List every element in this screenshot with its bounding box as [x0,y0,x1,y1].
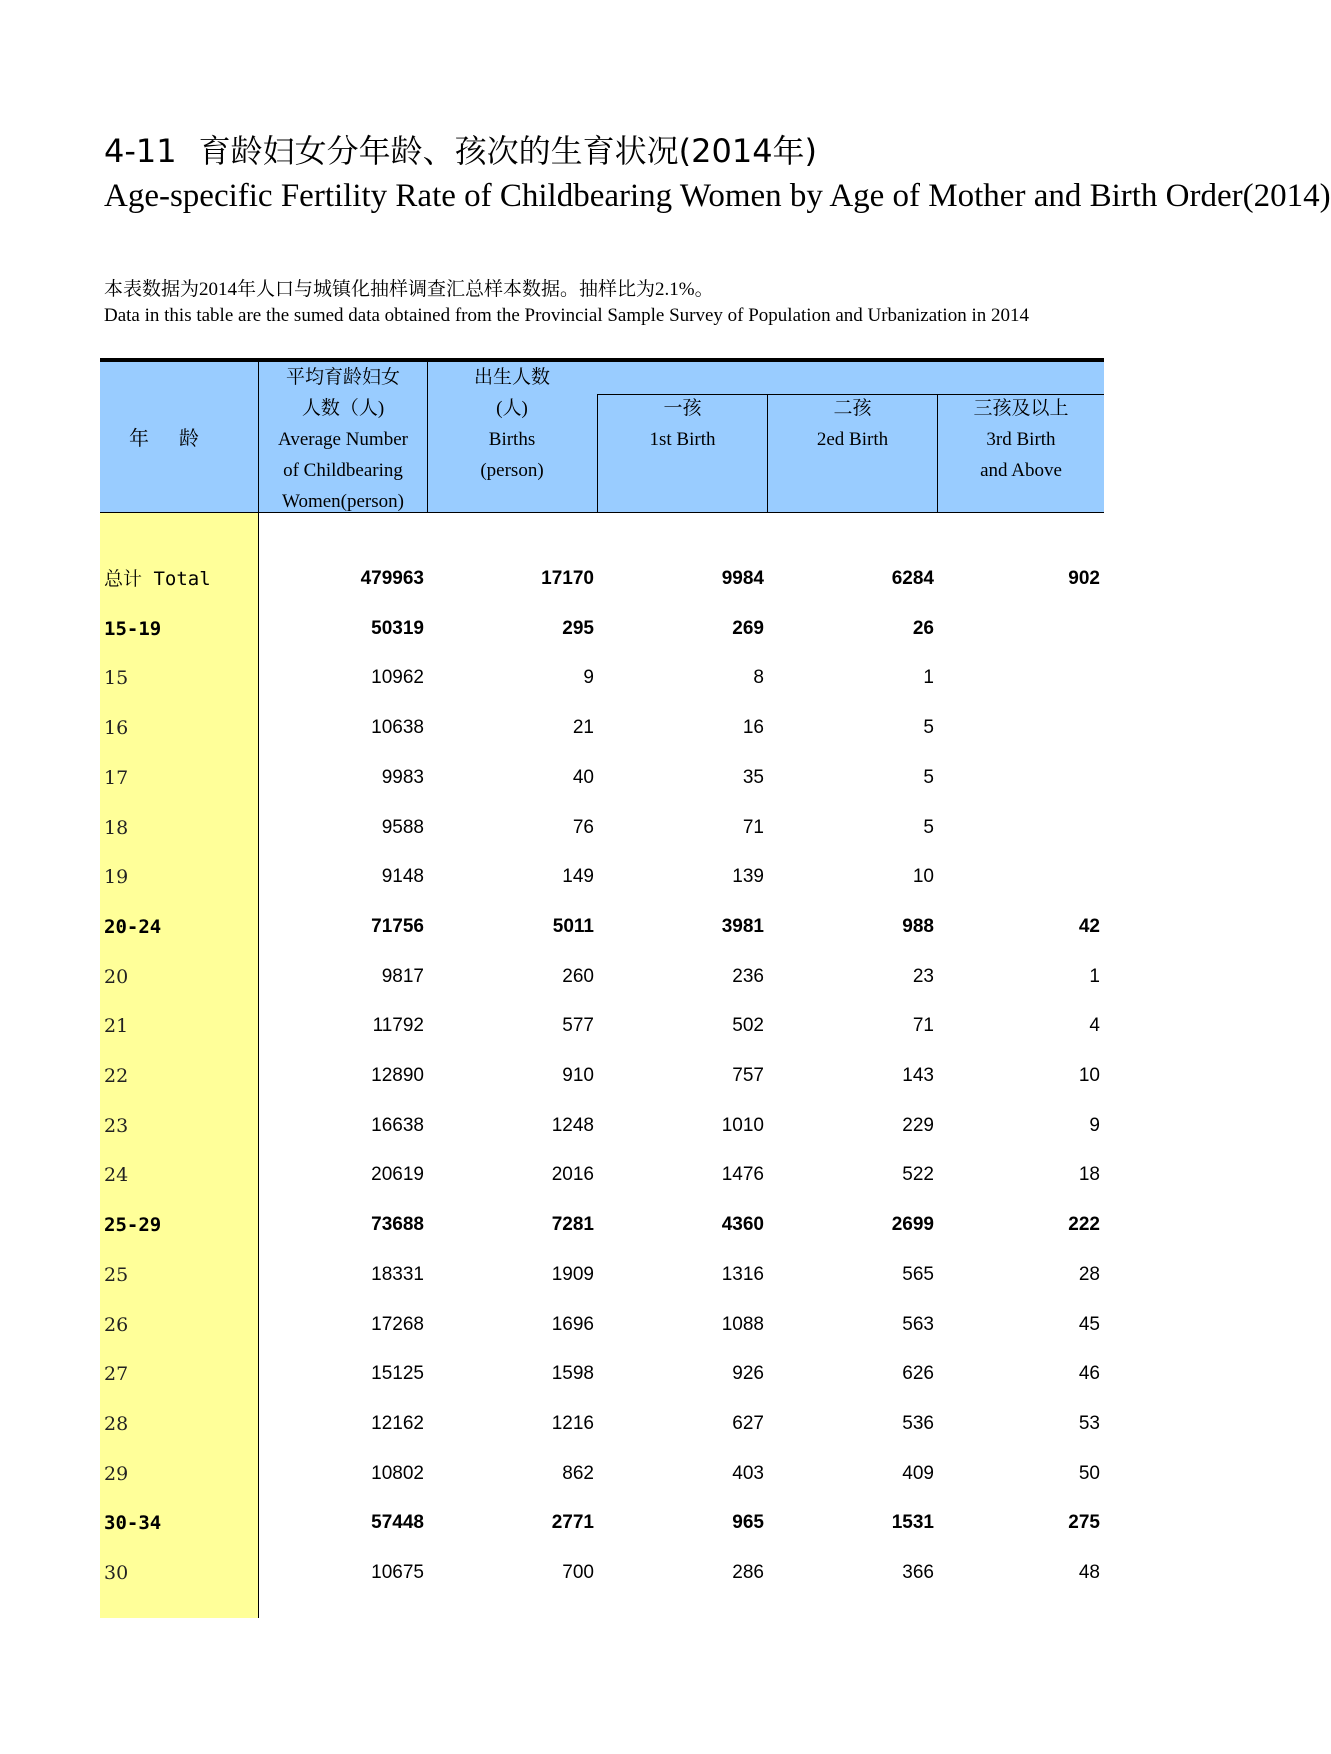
row-age-label: 22 [104,1065,129,1087]
page-title-cn [104,126,817,172]
cell-births: 1909 [551,1263,594,1285]
cell-second: 565 [902,1263,934,1285]
row-age-label: 29 [104,1462,129,1485]
header-second-line: 2ed Birth [816,429,889,450]
cell-second: 229 [902,1114,934,1136]
row-age-label: 20 [104,965,129,988]
header-births-group [428,362,1104,512]
cell-second: 2699 [891,1214,934,1236]
cell-first: 9984 [721,568,764,589]
cell-second: 26 [912,617,934,639]
cell-second: 536 [902,1412,934,1434]
cell-women: 50319 [371,617,424,639]
cell-second: 6284 [891,568,934,589]
table-row [100,554,1104,604]
cell-second: 563 [902,1313,934,1335]
table-row [100,1250,1104,1300]
cell-first: 502 [732,1015,764,1037]
cell-second: 71 [912,1015,934,1037]
table-row [100,703,1104,753]
cell-third: 50 [1078,1462,1100,1484]
cell-births: 17170 [541,568,594,589]
cell-first: 35 [742,766,764,788]
row-age-label: 26 [104,1313,129,1336]
cell-second: 366 [902,1562,934,1583]
cell-first: 1316 [721,1263,764,1285]
cell-women: 10675 [371,1562,424,1583]
cell-women: 12162 [371,1412,424,1434]
row-age-label: 总计 Total [104,568,211,590]
cell-second: 23 [912,965,934,987]
cell-first: 139 [732,866,764,888]
table-row [100,604,1104,654]
header-third-line: 三孩及以上 [973,398,1069,419]
row-age-label: 21 [104,1015,129,1038]
cell-births: 910 [562,1065,594,1086]
header-second-birth [768,393,937,455]
row-age-label: 28 [104,1412,129,1435]
cell-second: 5 [923,816,934,838]
row-age-label: 30-34 [104,1512,162,1535]
cell-third: 4 [1089,1015,1100,1037]
cell-births: 76 [572,816,594,838]
header-first-line: 1st Birth [649,429,716,450]
cell-second: 5 [923,766,934,788]
table-row [100,1200,1104,1250]
table-row [100,902,1104,952]
cell-births: 1696 [551,1313,594,1335]
cell-women: 9148 [381,866,424,888]
row-age-label: 20-24 [104,915,162,938]
cell-third: 48 [1078,1562,1100,1583]
cell-first: 627 [732,1412,764,1434]
cell-first: 1476 [721,1164,764,1186]
cell-births: 260 [562,965,594,987]
row-age-label: 19 [104,866,129,889]
header-women-lines [259,362,427,517]
header-women [259,362,428,512]
cell-births: 149 [562,866,594,888]
cell-second: 1531 [891,1512,934,1534]
row-age-label: 17 [104,766,129,789]
cell-women: 71756 [371,915,424,937]
cell-third: 42 [1078,915,1100,937]
cell-women: 57448 [371,1512,424,1534]
header-births-line: Births [488,429,536,450]
cell-births: 862 [562,1462,594,1484]
header-third-line: and Above [980,460,1062,481]
cell-women: 73688 [371,1214,424,1236]
header-births-line: (person) [480,460,544,481]
cell-women: 18331 [371,1263,424,1285]
header-births-line: 出生人数 [473,367,550,388]
table-row [100,852,1104,902]
table-row [100,1051,1104,1101]
cell-women: 9817 [381,965,424,987]
cell-third: 902 [1068,568,1100,589]
cell-third: 28 [1078,1263,1100,1285]
table-row [100,1449,1104,1499]
fertility-table [100,358,1104,1618]
table-row [100,1548,1104,1598]
cell-first: 403 [732,1462,764,1484]
table-row [100,1150,1104,1200]
cell-women: 20619 [371,1164,424,1186]
header-women-line: 平均育龄妇女 [285,367,400,388]
row-age-label: 15-19 [104,617,162,640]
header-first-line: 一孩 [663,398,702,419]
note-en: Data in this table are the sumed data obtained from the Provincial Sample Survey of Population and Urbanization in 2014 [104,305,1029,326]
cell-second: 5 [923,717,934,739]
cell-first: 1010 [721,1114,764,1136]
table-row [100,1349,1104,1399]
cell-births: 21 [572,717,594,739]
note-cn: 本表数据为2014年人口与城镇化抽样调查汇总样本数据。抽样比为2.1%。 [104,279,714,300]
cell-women: 9588 [381,816,424,838]
table-row [100,952,1104,1002]
header-age [100,362,259,512]
cell-third: 1 [1089,965,1100,987]
cell-births: 700 [562,1562,594,1583]
cell-births: 295 [562,617,594,639]
cell-third: 275 [1068,1512,1100,1534]
header-women-line: of Childbearing [283,460,403,481]
cell-first: 236 [732,965,764,987]
cell-second: 409 [902,1462,934,1484]
header-births-line: (人) [496,398,528,419]
cell-first: 286 [732,1562,764,1583]
cell-third: 9 [1089,1114,1100,1136]
header-women-line: Women(person) [282,491,404,512]
cell-births: 2016 [551,1164,594,1186]
cell-first: 71 [742,816,764,838]
row-age-label: 15 [104,667,129,690]
table-number: 4-11 [104,132,177,170]
cell-first: 269 [732,617,764,639]
header-women-line: 人数（人) [301,398,385,419]
header-first-birth [598,393,767,455]
cell-births: 40 [572,766,594,788]
header-third-line: 3rd Birth [986,429,1056,450]
cell-first: 4360 [721,1214,764,1236]
cell-second: 988 [902,915,934,937]
cell-second: 1 [923,667,934,689]
table-row [100,803,1104,853]
cell-women: 10638 [371,717,424,739]
table-row [100,1001,1104,1051]
cell-women: 11792 [372,1015,424,1037]
cell-second: 10 [912,866,934,888]
cell-second: 522 [902,1164,934,1186]
table-row [100,1101,1104,1151]
header-third-birth [938,393,1104,486]
cell-first: 965 [732,1512,764,1534]
row-age-label: 23 [104,1114,129,1137]
cell-third: 10 [1078,1065,1100,1086]
cell-births: 1598 [551,1363,594,1385]
cell-first: 16 [742,717,764,739]
row-age-label: 25 [104,1263,129,1286]
cell-second: 143 [902,1065,934,1086]
title-cn-text: 育龄妇女分年龄、孩次的生育状况(2014年) [198,132,818,170]
cell-women: 12890 [371,1065,424,1086]
cell-first: 1088 [721,1313,764,1335]
cell-births: 2771 [551,1512,594,1534]
header-age-label: 年龄 [129,426,229,450]
page-title-en: Age-specific Fertility Rate of Childbearing Women by Age of Mother and Birth Order(2014) [104,178,1331,214]
cell-women: 16638 [371,1114,424,1136]
cell-third: 46 [1078,1363,1100,1385]
cell-women: 9983 [381,766,424,788]
row-age-label: 18 [104,816,129,839]
cell-births: 1216 [551,1412,594,1434]
cell-women: 17268 [371,1313,424,1335]
cell-births: 1248 [551,1114,594,1136]
row-age-label: 24 [104,1164,129,1187]
cell-first: 3981 [721,915,764,937]
table-row [100,653,1104,703]
cell-third: 18 [1078,1164,1100,1186]
cell-births: 9 [583,667,594,689]
cell-births: 577 [562,1015,594,1037]
header-women-line: Average Number [278,429,408,450]
row-age-label: 16 [104,717,129,740]
cell-births: 5011 [552,915,594,937]
cell-third: 45 [1078,1313,1100,1335]
cell-women: 15125 [371,1363,424,1385]
table-row [100,753,1104,803]
cell-third: 53 [1078,1412,1100,1434]
cell-women: 479963 [360,568,424,589]
row-age-label: 27 [104,1363,129,1386]
cell-first: 757 [732,1065,764,1086]
header-second-line: 二孩 [833,398,872,419]
cell-third: 222 [1068,1214,1100,1236]
table-row [100,1399,1104,1449]
table-row [100,1300,1104,1350]
header-births [428,362,596,486]
row-age-label: 25-29 [104,1214,162,1237]
cell-births: 7281 [551,1214,594,1236]
cell-second: 626 [902,1363,934,1385]
cell-women: 10802 [371,1462,424,1484]
row-age-label: 30 [104,1562,129,1584]
table-row [100,1498,1104,1548]
cell-first: 8 [753,667,764,689]
cell-women: 10962 [371,667,424,689]
cell-first: 926 [732,1363,764,1385]
